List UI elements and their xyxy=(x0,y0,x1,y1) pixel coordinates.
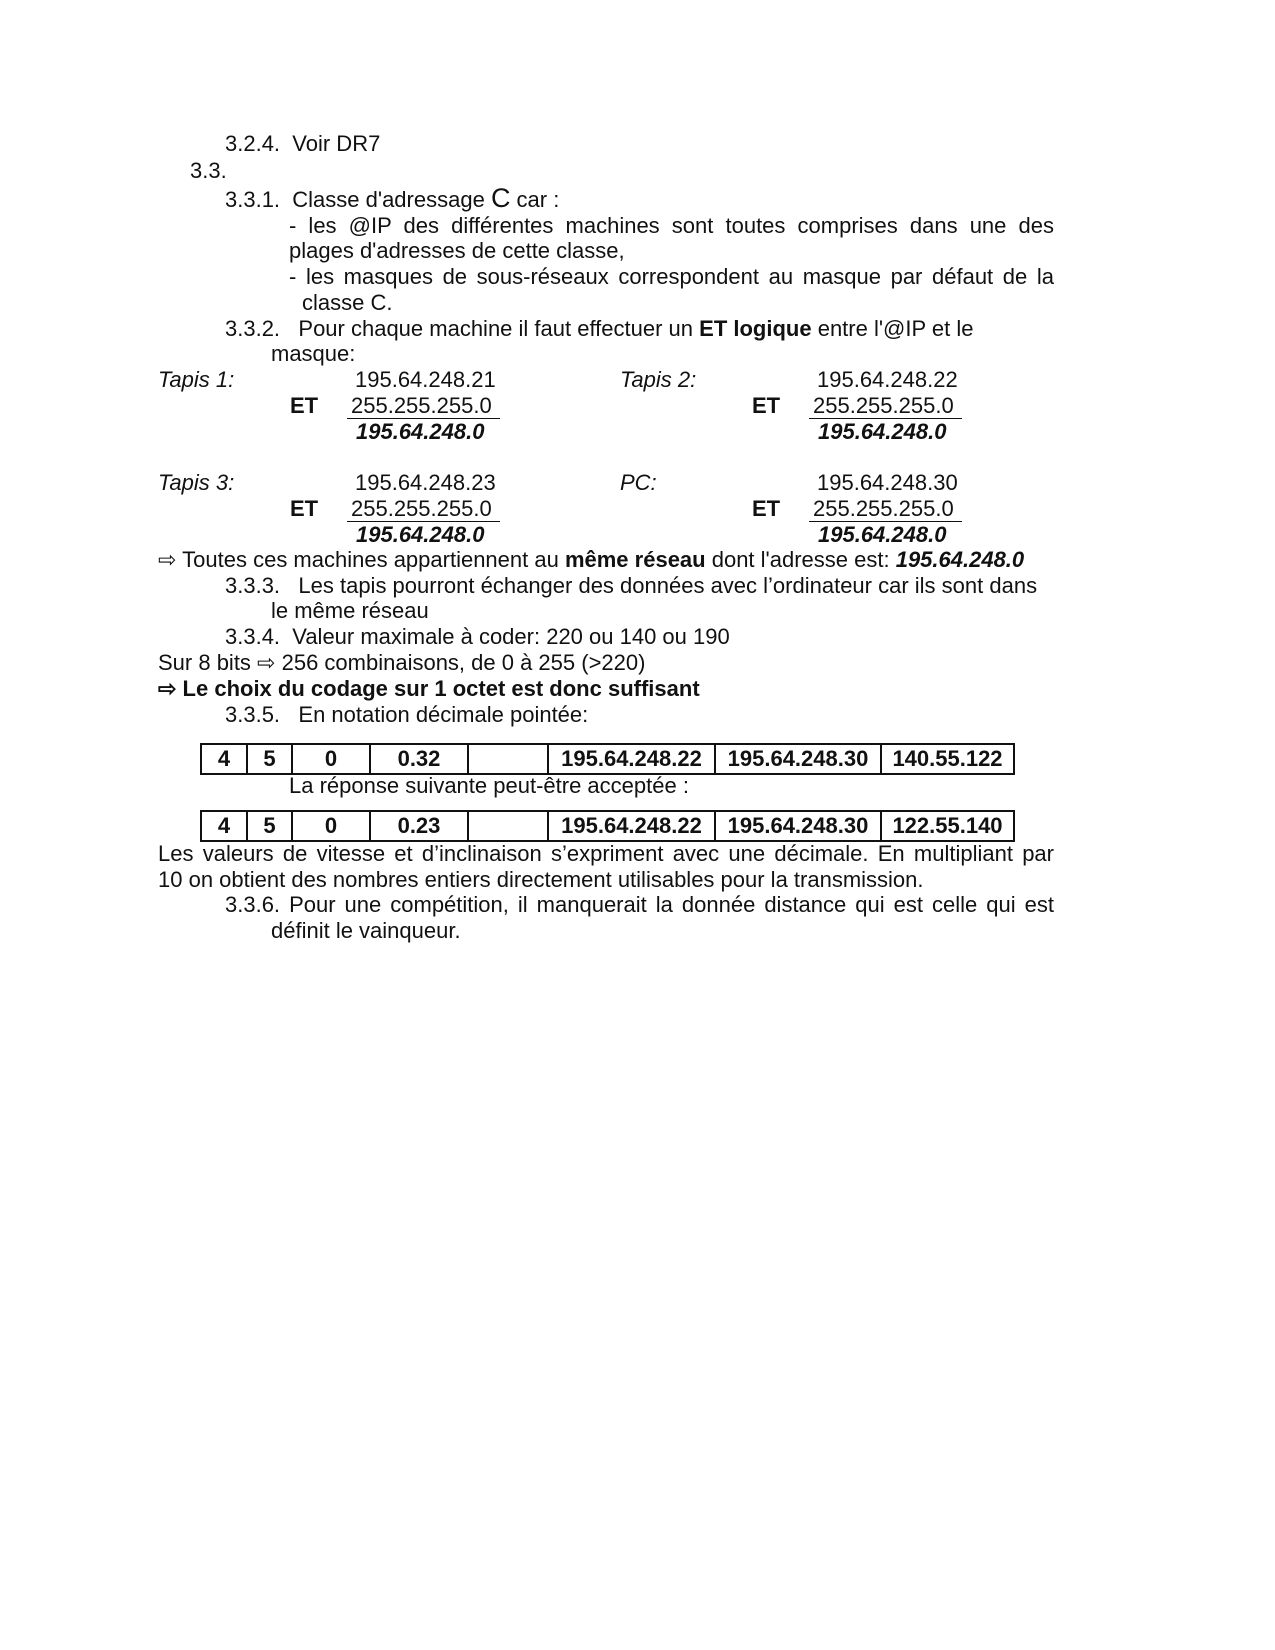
arrow-icon: ⇨ xyxy=(158,547,177,572)
conclusion xyxy=(158,547,1024,573)
calc-result: 195.64.248.0 xyxy=(356,522,485,547)
arrow-icon: ⇨ xyxy=(158,676,177,701)
section-text: Pour chaque machine il faut effectuer un xyxy=(298,316,700,341)
calc-operator: ET xyxy=(290,393,319,418)
calc-result: 195.64.248.0 xyxy=(356,419,485,444)
table-cell xyxy=(468,744,548,774)
table-cell: 195.64.248.30 xyxy=(715,811,881,841)
section-text-tail: entre l'@IP et le xyxy=(811,316,974,341)
section-3-3-4 xyxy=(225,624,730,650)
section-number: 3.3.4. xyxy=(225,624,281,649)
section-3-3-5 xyxy=(225,702,588,728)
table-row xyxy=(201,744,1014,774)
section-text: Voir DR7 xyxy=(292,131,381,156)
calc-ip: 195.64.248.22 xyxy=(817,367,958,392)
table-row xyxy=(201,811,1014,841)
section-3-3-3 xyxy=(225,573,1037,599)
choix-text: Le choix du codage sur 1 octet est donc suffisant xyxy=(176,676,700,701)
table-cell: 140.55.122 xyxy=(881,744,1014,774)
calc-ip: 195.64.248.21 xyxy=(355,367,496,392)
section-text-tail: car : xyxy=(510,187,560,212)
calc-ip: 195.64.248.30 xyxy=(817,470,958,495)
table-cell: 4 xyxy=(201,744,247,774)
sur-8-text: Sur 8 bits xyxy=(158,650,258,675)
calc-result: 195.64.248.0 xyxy=(818,522,947,547)
section-3-3-2 xyxy=(225,316,973,342)
valeurs-line-2: 10 on obtient des nombres entiers directement utilisables pour la transmission. xyxy=(158,867,924,892)
calc-ip: 195.64.248.23 xyxy=(355,470,496,495)
section-text: En notation décimale pointée: xyxy=(298,702,589,727)
calc-label: Tapis 2: xyxy=(620,367,697,392)
table-cell: 195.64.248.22 xyxy=(548,744,715,774)
table-cell: 0.23 xyxy=(370,811,468,841)
section-text: Valeur maximale à coder: 220 ou 140 ou 190 xyxy=(292,624,730,649)
calc-mask-wrap xyxy=(809,496,962,522)
table-cell xyxy=(468,811,548,841)
frame-table-2 xyxy=(200,810,1015,842)
section-number: 3.3.2. xyxy=(225,316,281,341)
calc-result: 195.64.248.0 xyxy=(818,419,947,444)
frame-table-1 xyxy=(200,743,1015,775)
table-cell: 195.64.248.22 xyxy=(548,811,715,841)
calc-operator: ET xyxy=(290,496,319,521)
bullet-2-line-2: classe C. xyxy=(302,290,393,315)
calc-label: PC: xyxy=(620,470,657,495)
section-number: 3.3.3. xyxy=(225,573,281,598)
section-number: 3.3.6. xyxy=(225,892,281,917)
section-number: 3.3.5. xyxy=(225,702,281,727)
section-text: Classe d'adressage xyxy=(292,187,491,212)
calc-mask: 255.255.255.0 xyxy=(809,497,962,522)
et-logique: ET logique xyxy=(699,316,812,341)
bullet-2-line-1: - les masques de sous-réseaux correspondent au masque par défaut de la xyxy=(289,264,1054,289)
calc-operator: ET xyxy=(752,496,781,521)
sur-8-tail: 256 combinaisons, de 0 à 255 (>220) xyxy=(275,650,646,675)
table-cell: 0 xyxy=(292,744,370,774)
section-3-3-1 xyxy=(225,185,559,213)
calc-mask: 255.255.255.0 xyxy=(809,394,962,419)
accept-note: La réponse suivante peut-être acceptée : xyxy=(289,773,689,798)
section-text: Les tapis pourront échanger des données avec l’ordinateur car ils sont dans xyxy=(298,573,1038,598)
bullet-1-line-2: plages d'adresses de cette classe, xyxy=(289,238,625,263)
conclusion-text: Toutes ces machines appartiennent au xyxy=(176,547,565,572)
sur-8-bits xyxy=(158,650,645,676)
bullet-1-line-1: - les @IP des différentes machines sont toutes comprises dans une des xyxy=(289,213,1054,238)
valeurs-line-1: Les valeurs de vitesse et d’inclinaison s’expriment avec une décimale. En multipliant par xyxy=(158,841,1054,866)
class-letter: C xyxy=(490,183,511,213)
meme-reseau: même réseau xyxy=(564,547,706,572)
section-3-3-6 xyxy=(225,892,1054,918)
calc-label: Tapis 3: xyxy=(158,470,235,495)
section-3-3-2-line-2: masque: xyxy=(271,341,356,366)
table-cell: 4 xyxy=(201,811,247,841)
calc-mask-wrap xyxy=(347,496,500,522)
table-cell: 0.32 xyxy=(370,744,468,774)
section-3-3-3-line-2: le même réseau xyxy=(271,598,429,623)
calc-mask-wrap xyxy=(347,393,500,419)
table-cell: 5 xyxy=(247,744,292,774)
section-3-3-6-line-2: définit le vainqueur. xyxy=(271,918,461,943)
network-address: 195.64.248.0 xyxy=(895,547,1025,572)
choix-codage xyxy=(158,676,700,702)
section-text: Pour une compétition, il manquerait la donnée distance qui est celle qui est xyxy=(289,892,1054,917)
section-3-3: 3.3. xyxy=(190,158,227,183)
calc-label: Tapis 1: xyxy=(158,367,235,392)
conclusion-mid: dont l'adresse est: xyxy=(705,547,896,572)
section-number: 3.3.1. xyxy=(225,187,281,212)
calc-mask-wrap xyxy=(809,393,962,419)
table-cell: 5 xyxy=(247,811,292,841)
arrow-icon: ⇨ xyxy=(257,650,276,675)
table-cell: 122.55.140 xyxy=(881,811,1014,841)
section-3-2-4 xyxy=(225,131,380,157)
section-number: 3.2.4. xyxy=(225,131,281,156)
calc-operator: ET xyxy=(752,393,781,418)
calc-mask: 255.255.255.0 xyxy=(347,394,500,419)
calc-mask: 255.255.255.0 xyxy=(347,497,500,522)
table-cell: 0 xyxy=(292,811,370,841)
table-cell: 195.64.248.30 xyxy=(715,744,881,774)
